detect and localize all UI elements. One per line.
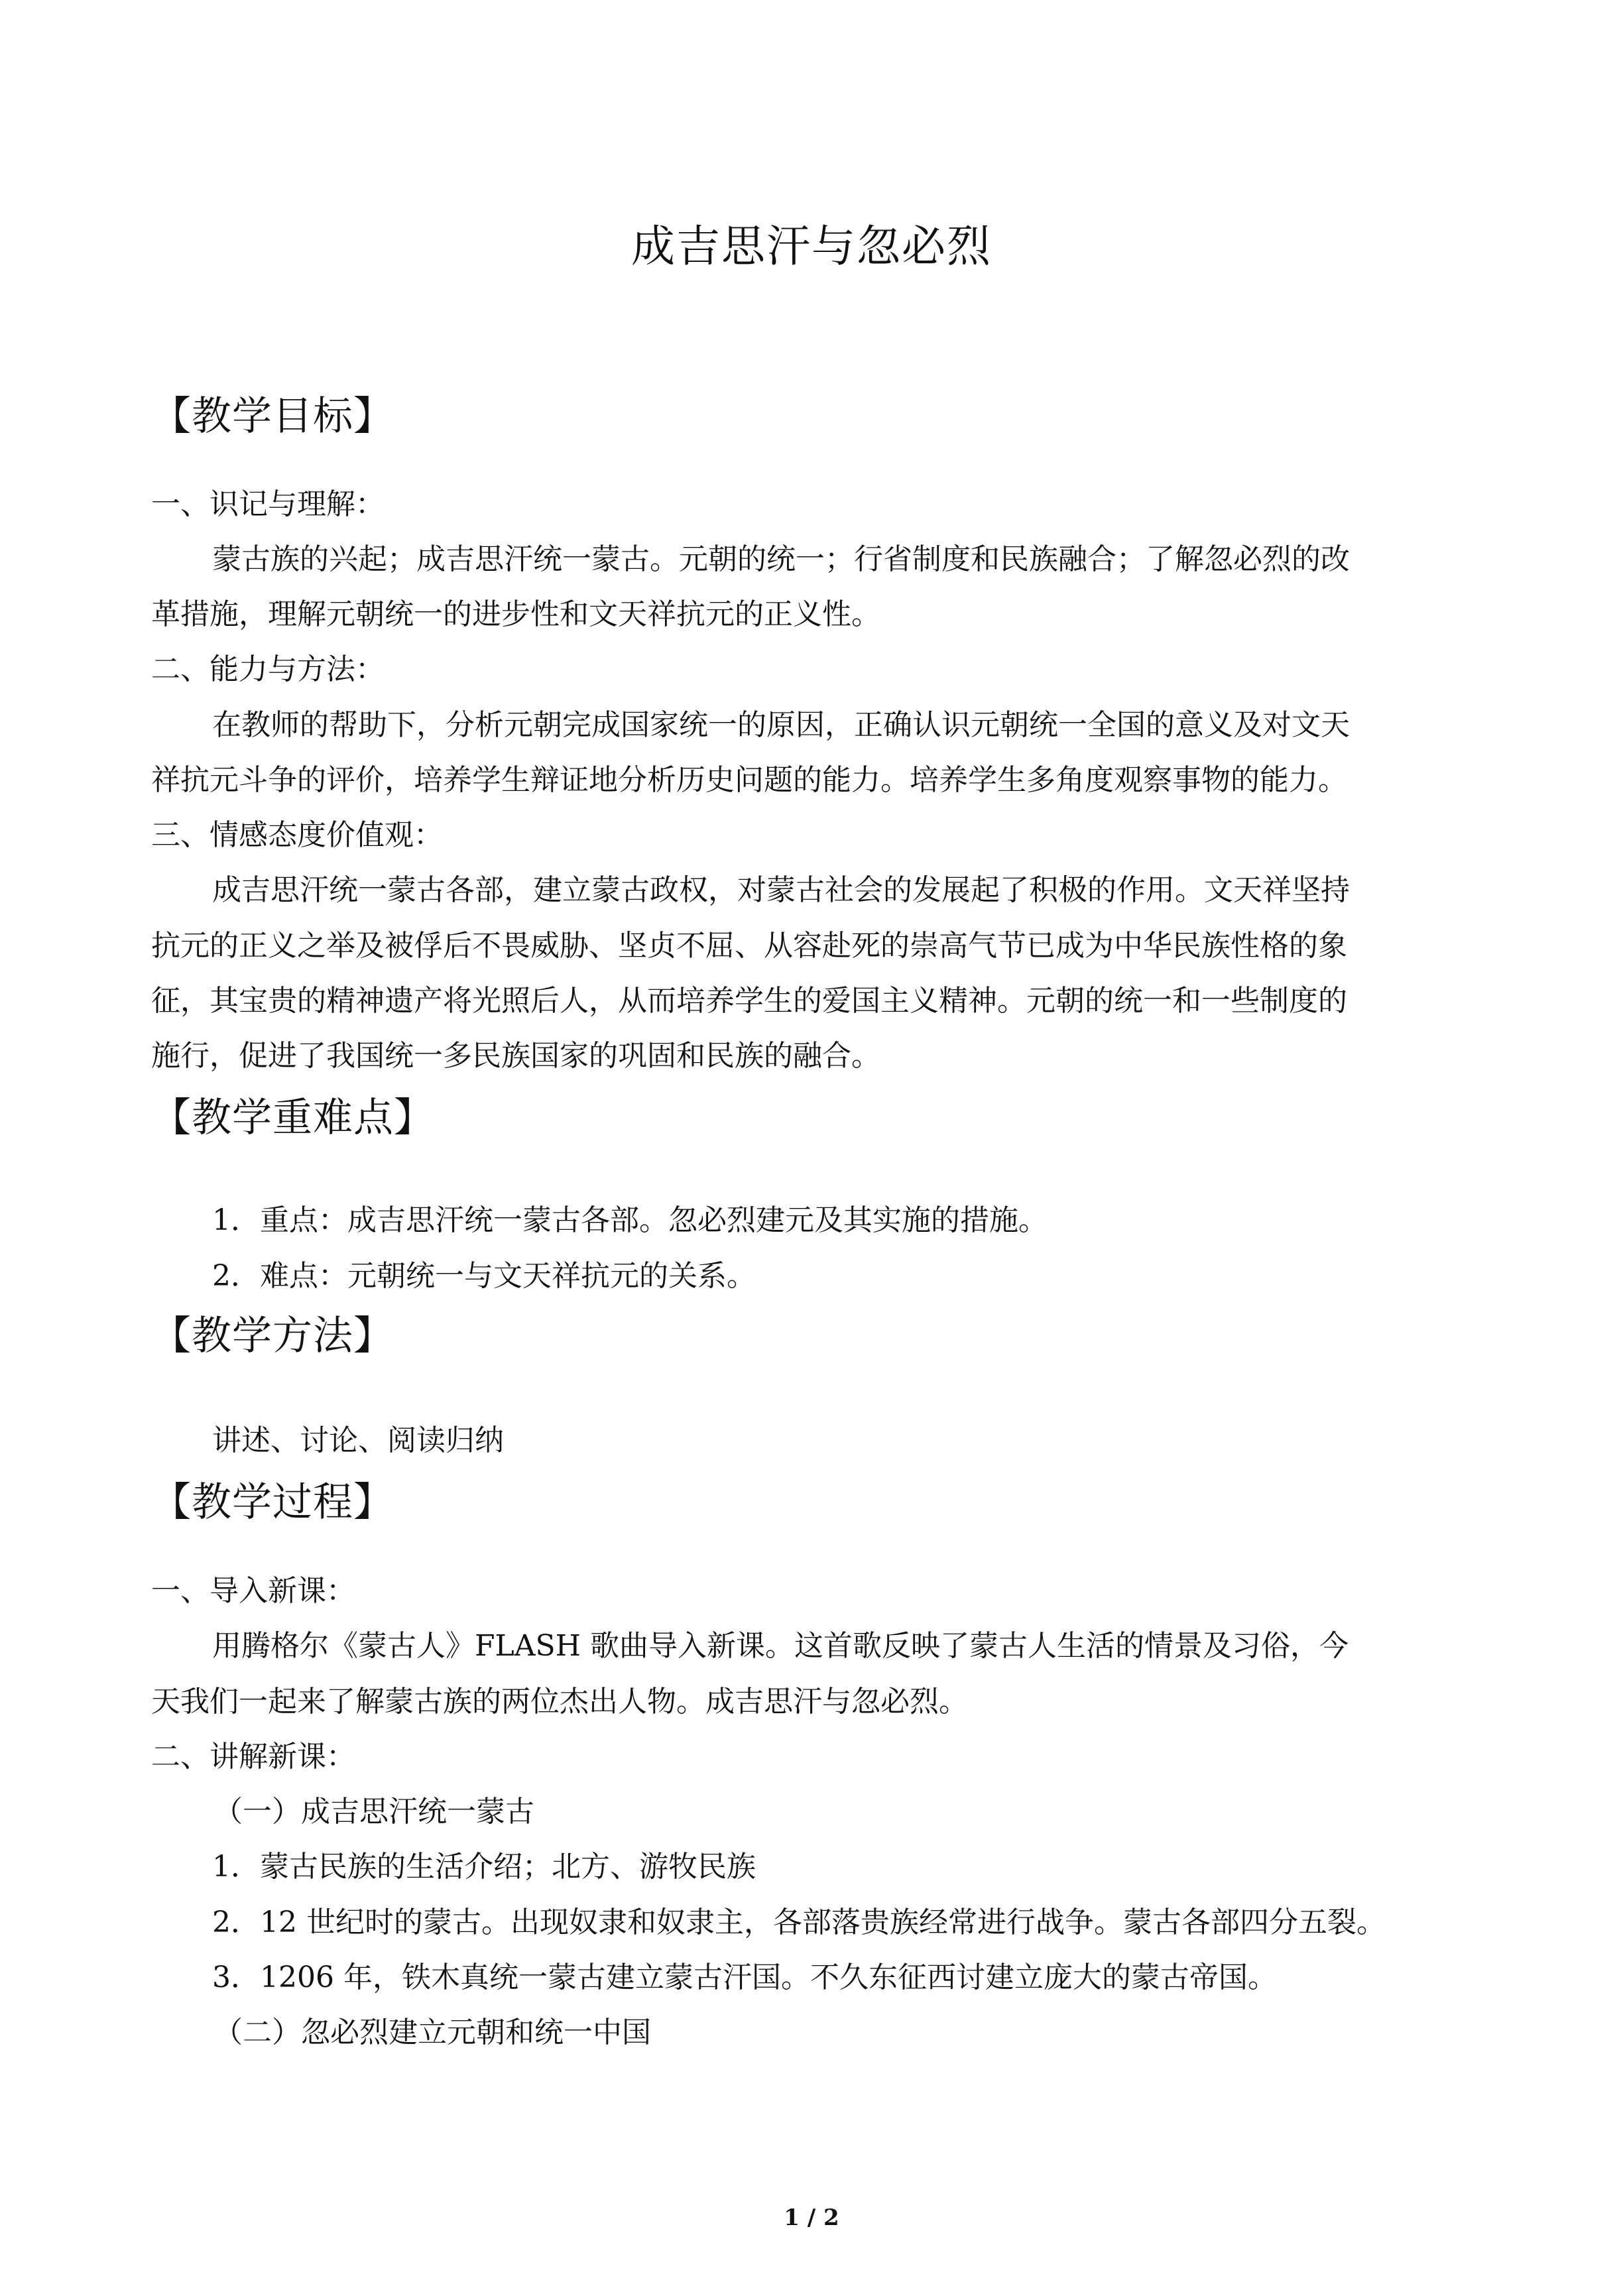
objectives-sub3-text-line1: 成吉思汗统一蒙古各部，建立蒙古政权，对蒙古社会的发展起了积极的作用。文天祥坚持 bbox=[212, 873, 1350, 907]
section-heading-process: 【教学过程】 bbox=[151, 1479, 394, 1526]
process-sub1-title: 一、导入新课： bbox=[151, 1574, 355, 1608]
methods-text: 讲述、讨论、阅读归纳 bbox=[212, 1423, 504, 1457]
process-part1-item-1: 1．蒙古民族的生活介绍；北方、游牧民族 bbox=[212, 1850, 756, 1884]
objectives-sub3-text-line4: 施行，促进了我国统一多民族国家的巩固和民族的融合。 bbox=[151, 1039, 880, 1073]
objectives-sub2-title: 二、能力与方法： bbox=[151, 652, 385, 686]
objectives-sub1-text-line2: 革措施，理解元朝统一的进步性和文天祥抗元的正义性。 bbox=[151, 597, 880, 631]
objectives-sub2-text-line2: 祥抗元斗争的评价，培养学生辩证地分析历史问题的能力。培养学生多角度观察事物的能力。 bbox=[151, 763, 1347, 797]
objectives-sub3-title: 三、情感态度价值观： bbox=[151, 818, 443, 852]
objectives-sub1-text-line1: 蒙古族的兴起；成吉思汗统一蒙古。元朝的统一；行省制度和民族融合；了解忽必烈的改 bbox=[212, 542, 1350, 576]
objectives-sub3-text-line2: 抗元的正义之举及被俘后不畏威胁、坚贞不屈、从容赴死的崇高气节已成为中华民族性格的象 bbox=[151, 929, 1347, 963]
objectives-sub1-title: 一、识记与理解： bbox=[151, 487, 385, 521]
section-heading-keypoints: 【教学重难点】 bbox=[151, 1095, 434, 1141]
keypoints-item-1: 1．重点：成吉思汗统一蒙古各部。忽必烈建元及其实施的措施。 bbox=[212, 1203, 1048, 1237]
page-number: 1 / 2 bbox=[784, 2205, 839, 2231]
process-part1-item-2: 2．12 世纪时的蒙古。出现奴隶和奴隶主，各部落贵族经常进行战争。蒙古各部四分五裂。 bbox=[212, 1905, 1386, 1939]
objectives-sub3-text-line3: 征，其宝贵的精神遗产将光照后人，从而培养学生的爱国主义精神。元朝的统一和一些制度的 bbox=[151, 984, 1347, 1018]
process-part1-item-3: 3．1206 年，铁木真统一蒙古建立蒙古汗国。不久东征西讨建立庞大的蒙古帝国。 bbox=[212, 1961, 1277, 1994]
process-sub1-text-line2: 天我们一起来了解蒙古族的两位杰出人物。成吉思汗与忽必烈。 bbox=[151, 1685, 968, 1719]
section-heading-methods: 【教学方法】 bbox=[151, 1313, 394, 1359]
keypoints-item-2: 2．难点：元朝统一与文天祥抗元的关系。 bbox=[212, 1259, 756, 1293]
page-title: 成吉思汗与忽必烈 bbox=[631, 221, 992, 272]
section-heading-objectives: 【教学目标】 bbox=[151, 393, 394, 440]
process-sub2-title: 二、讲解新课： bbox=[151, 1740, 355, 1774]
process-sub1-text-line1: 用腾格尔《蒙古人》FLASH 歌曲导入新课。这首歌反映了蒙古人生活的情景及习俗，今 bbox=[212, 1629, 1349, 1663]
objectives-sub2-text-line1: 在教师的帮助下，分析元朝完成国家统一的原因，正确认识元朝统一全国的意义及对文天 bbox=[212, 708, 1350, 742]
process-part2-title: （二）忽必烈建立元朝和统一中国 bbox=[213, 2016, 651, 2049]
process-part1-title: （一）成吉思汗统一蒙古 bbox=[213, 1795, 534, 1829]
